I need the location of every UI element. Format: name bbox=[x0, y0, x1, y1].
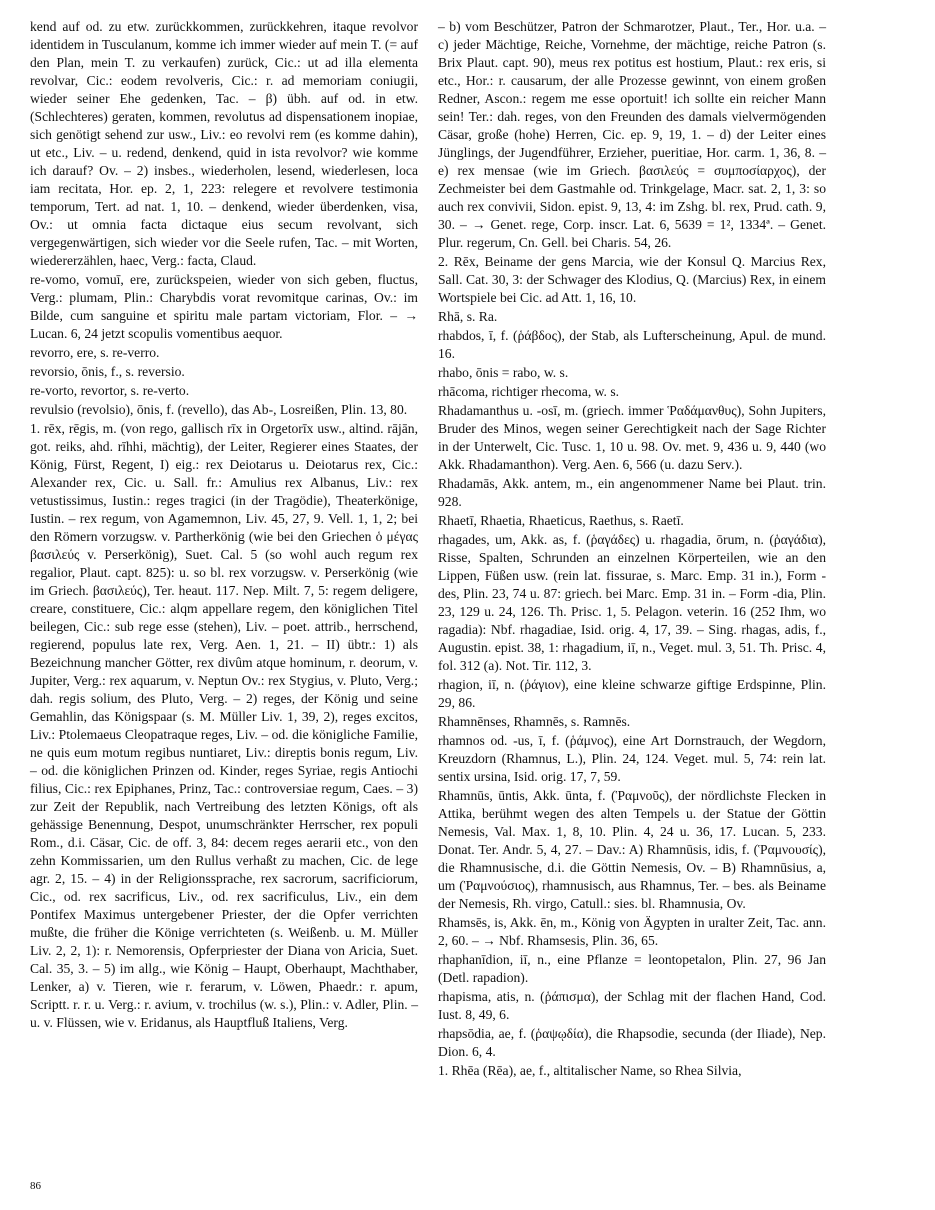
dictionary-entry: Rhaetī, Rhaetia, Rhaeticus, Raethus, s. Raetī. bbox=[438, 513, 684, 528]
dictionary-entry: 1. rēx, rēgis, m. (von rego, gallisch rīx in Orgetorīx usw., altind. rājān, got. reiks, ahd. rīhhi, mächtig), der Leiter, Regierer eines Staates, der König, Fürst, Regent, I) eig.: rex Deiotarus u. Deiotarus rex, Cic.: Alexander rex, Cic. u. Sall. fr.: Amulius rex Albanus, Liv.: rex vetustissimus, Iustin.: reges tragici (in der Tragödie), Theaterkönige, Iustin. – rex regum, von Agamemnon, Liv. 45, 27, 9. Vell. 1, 1, 2; bei den Römern vorzugsw. v. Partherkönig (wie bei den Griechen ὁ μέγας βασιλεύς v. Perserkönig), Suet. Cal. 5 (so wohl auch regum rex regalior, Plaut. capt. 825): u. so bl. rex vorzugsw. v. Perserkönig (wie im Griech. βασιλεύς), Ter. heaut. 117. Nep. Milt. 7, 5: regem deligere, creare, constituere, Cic.: alqm appellare regem, den königlichen Titel beilegen, Cic.: sub rege esse (stehen), Liv. – poet. attrib., herrschend, regierend, populus late rex, Verg. Aen. 1, 21. – II) übtr.: 1) als Bezeichnung mancher Götter, rex divûm atque hominum, r. deorum, v. Jupiter, Verg.: rex aquarum, v. Neptun Ov.: rex Stygius, v. Pluto, Verg.; dah. regis solium, des Pluto, Verg. – 2) reges, der König und seine Gemahlin, das Königspaar (s. M. Müller Liv. 1, 39, 2), reges excitos, Liv.: Ptolemaeus Cleopatraque reges, Liv. – od. die königliche Familie, ne quis eum motum regibus nuntiaret, Liv.: direptis bonis regum, Liv. – od. die königlichen Prinzen od. Kinder, reges Syriae, regis Antiochi filius, Cic.: rex Epiphanes, Prinz, Tac.: controversiae regum, Caes. – 3) zur Zeit der Republik, nach Vertreibung des letzten Königs, oft als gehässige Benennung, Despot, unumschränkter Herrscher, rex populi Rom., d.i. Cäsar, Cic. de off. 3, 84: decem reges aerarii etc., von den zehn Kommissarien, um den Rullus verhaßt zu machen, Cic. de lege agr. 2, 15. – 4) in der Religionssprache, rex sacrorum, sacrificiorum, Cic., od. rex sacrificus, Liv., od. rex sacrificulus, Liv., ein dem Pontifex Maximus untergebener Priester, der die Opfer verrichten mußte, die früher die Könige verrichteten (s. Weißenb. u. M. Müller Liv. 2, 2, 1): r. Nemorensis, Opferpriester der Diana von Aricia, Suet. Cal. 35, 3. – 5) im allg., wie König – Haupt, Oberhaupt, Machthaber, Lenker, a) v. Tieren, wie r. ferarum, v. Löwen, Phaedr.: r. apum, Scriptt. r. r. u. Verg.: r. avium, v. trochilus (w. s.), Plin.: v. Adler, Plin. – u. v. Flüssen, wie v. Eridanus, als Hauptfluß Italiens, Verg. bbox=[30, 421, 418, 1030]
dictionary-entry: Rhadamanthus u. -osī, m. (griech. immer Ῥαδάμανθυς), Sohn Jupiters, Bruder des Minos, wegen seiner Gerechtigkeit nach der Sage Richter in der Unterwelt, Cic. Tusc. 1, 10 u. 98. Ov. met. 9, 436 u. 9, 440 (wo Akk. Rhadamanthon). Verg. Aen. 6, 566 (u. dazu Serv.). bbox=[438, 403, 826, 472]
left-column bbox=[30, 18, 418, 1033]
dictionary-entry: revulsio (revolsio), ōnis, f. (revello), das Ab-, Losreißen, Plin. 13, 80. bbox=[30, 402, 408, 417]
dictionary-entry: rhabdos, ī, f. (ῥάβδος), der Stab, als Lufterscheinung, Apul. de mund. 16. bbox=[438, 328, 826, 361]
dictionary-entry: 2. Rēx, Beiname der gens Marcia, wie der Konsul Q. Marcius Rex, Sall. Cat. 30, 3: der Schwager des Klodius, Q. (Marcius) Rex, in einem Wortspiele bei Cic. ad Att. 1, 16, 10. bbox=[438, 254, 826, 305]
dictionary-page bbox=[30, 18, 910, 1168]
dictionary-entry: Rhā, s. Ra. bbox=[438, 309, 498, 324]
dictionary-entry: rhapsōdia, ae, f. (ῥαψῳδία), die Rhapsodie, secunda (der Iliade), Nep. Dion. 6, 4. bbox=[438, 1026, 826, 1059]
dictionary-entry: rhagion, iī, n. (ῥάγιον), eine kleine schwarze giftige Erdspinne, Plin. 29, 86. bbox=[438, 677, 826, 710]
dictionary-entry: Rhamsēs, is, Akk. ēn, m., König von Ägypten in uralter Zeit, Tac. ann. 2, 60. – → Nbf. Rhamsesis, Plin. 36, 65. bbox=[438, 915, 826, 948]
dictionary-entry: rhapisma, atis, n. (ῥάπισμα), der Schlag mit der flachen Hand, Cod. Iust. 8, 49, 6. bbox=[438, 989, 826, 1022]
dictionary-entry: 1. Rhēa (Rēa), ae, f., altitalischer Name, so Rhea Silvia, bbox=[438, 1063, 742, 1078]
dictionary-entry: rhagades, um, Akk. as, f. (ῥαγάδες) u. rhagadia, ōrum, n. (ῥαγάδια), Risse, Spalten, Schrunden an einzelnen Körperteilen, wie an den Lippen, Füßen usw. (rein lat. fissurae, s. Marc. Emp. 31 in.), Form -des, Plin. 23, 74 u. 87: griech. bei Marc. Emp. 31 in. – Form -dia, Plin. 23, 129 u. 24, 126. Th. Prisc. 1, 5. Pelagon. veterin. 16 (252 Ihm, wo ragadia): Nbf. rhagadiae, Isid. orig. 4, 17, 39. – Sing. rhagas, adis, f., Augustin. epist. 38, 1: rhagadium, iī, n., Veget. mul. 3, 51. Th. Prisc. 4, fol. 312 (a). Not. Tir. 112, 3. bbox=[438, 532, 826, 673]
page-number: 86 bbox=[30, 1180, 41, 1192]
dictionary-entry: Rhadamās, Akk. antem, m., ein angenommener Name bei Plaut. trin. 928. bbox=[438, 476, 826, 509]
dictionary-entry: re-vomo, vomuī, ere, zurückspeien, wieder von sich geben, fluctus, Verg.: plumam, Plin.: Charybdis vorat revomitque carinas, Ov.: im Bilde, cum sanguine et spiritu male partam victoriam, Flor. – → Lucan. 6, 24 jetzt scopulis vomentibus aequor. bbox=[30, 272, 418, 341]
dictionary-entry: revorro, ere, s. re-verro. bbox=[30, 345, 160, 360]
dictionary-entry: Rhamnūs, ūntis, Akk. ūnta, f. (Ῥαμνοῦς), der nördlichste Flecken in Attika, berühmt wegen des alten Tempels u. der Statue der Göttin Nemesis, Val. Max. 1, 8, 10. Plin. 4, 24 u. 36, 17. Lucan. 5, 233. Donat. Ter. Andr. 5, 4, 27. – Dav.: A) Rhamnūsis, idis, f. (Ῥαμνουσίς), die Rhamnusische, d.i. die Göttin Nemesis, Ov. – B) Rhamnūsius, a, um (Ῥαμνούσιος), rhamnusisch, aus Rhamnus, Ter. – bes. als Beiname der Nemesis, Rh. virgo, Catull.: sies. bl. Rhamnusia, Ov. bbox=[438, 788, 826, 911]
right-column bbox=[438, 18, 826, 1081]
dictionary-entry: rhācoma, richtiger rhecoma, w. s. bbox=[438, 384, 620, 399]
dictionary-entry: rhabo, ōnis = rabo, w. s. bbox=[438, 365, 569, 380]
dictionary-entry: rhamnos od. -us, ī, f. (ῥάμνος), eine Art Dornstrauch, der Wegdorn, Kreuzdorn (Rhamnus, L.), Plin. 24, 124. Veget. mul. 5, 74: rein lat. sentix ursina, Isid. orig. 17, 7, 59. bbox=[438, 733, 826, 784]
dictionary-entry: Rhamnēnses, Rhamnēs, s. Ramnēs. bbox=[438, 714, 631, 729]
dictionary-entry: rhaphanīdion, iī, n., eine Pflanze = leontopetalon, Plin. 27, 96 Jan (Detl. rapadion). bbox=[438, 952, 826, 985]
dictionary-entry: – b) vom Beschützer, Patron der Schmarotzer, Plaut., Ter., Hor. u.a. – c) jeder Mächtige, Reiche, Vornehme, der mächtige, reiche Patron (s. Brix Plaut. capt. 90), meus rex potitus est hostium, Plaut.: rex eris, si etc., Hor.: r. causarum, der alle Prozesse gewinnt, von einem großen Redner, Ascon.: regem me esse oportuit! ich sollte ein reicher Mann sein! Ter.: dah. reges, von den Freunden des damals vielvermögenden Cäsar, große (hohe) Herren, Cic. ep. 9, 19, 1. – d) der Leiter eines Jünglings, der Jugendführer, Erzieher, pueritiae, Hor. carm. 1, 36, 8. – e) rex mensae (wie im Griech. βασιλεύς = συμποσίαρχος), der Zechmeister bei dem Gastmahle od. Trinkgelage, Macr. sat. 2, 1, 3: so auch rex convivii, Sidon. epist. 9, 13, 4: im Zshg. bl. rex, Prud. cath. 9, 30. – → Genet. rege, Corp. inscr. Lat. 6, 5639 = 1², 1334ª. – Genet. Plur. regerum, Cn. Gell. bei Charis. 54, 26. bbox=[438, 19, 826, 250]
dictionary-entry: kend auf od. zu etw. zurückkommen, zurückkehren, itaque revolvor identidem in Tusculanum, komme ich immer wieder auf mein T. (= auf den Plan, mein T. zu verkaufen) zurück, Cic.: ut ad illa elementa revolvar, Cic.: eodem revolveris, Cic.: r. ad memoriam coniugii, wieder seiner Ehe gedenken, Tac. – β) übh. auf od. in etw. (Schlechteres) geraten, kommen, revolutus ad dispensationem inopiae, sich genötigt sehend zur usw., Liv.: eo revolvi rem (es komme dahin), ut etc., Liv. – u. redend, denkend, quid in ista revolvor? wie komme ich darauf? Ov. – 2) insbes., wiederholen, lesend, wiederlesen, loca iam recitata, Hor. ep. 2, 1, 223: relegere et revolvere testimonia temporum, Tert. ad nat. 1, 10. – denkend, wieder überdenken, visa, Ov.: ut omnia facta dictaque eius secum revolvant, sich vergegenwärtigen, sich wieder vor die Seele rufen, Tac. – mit Worten, wiedererzählen, haec, Verg.: facta, Claud. bbox=[30, 19, 418, 268]
dictionary-entry: re-vorto, revortor, s. re-verto. bbox=[30, 383, 190, 398]
dictionary-entry: revorsio, ōnis, f., s. reversio. bbox=[30, 364, 185, 379]
